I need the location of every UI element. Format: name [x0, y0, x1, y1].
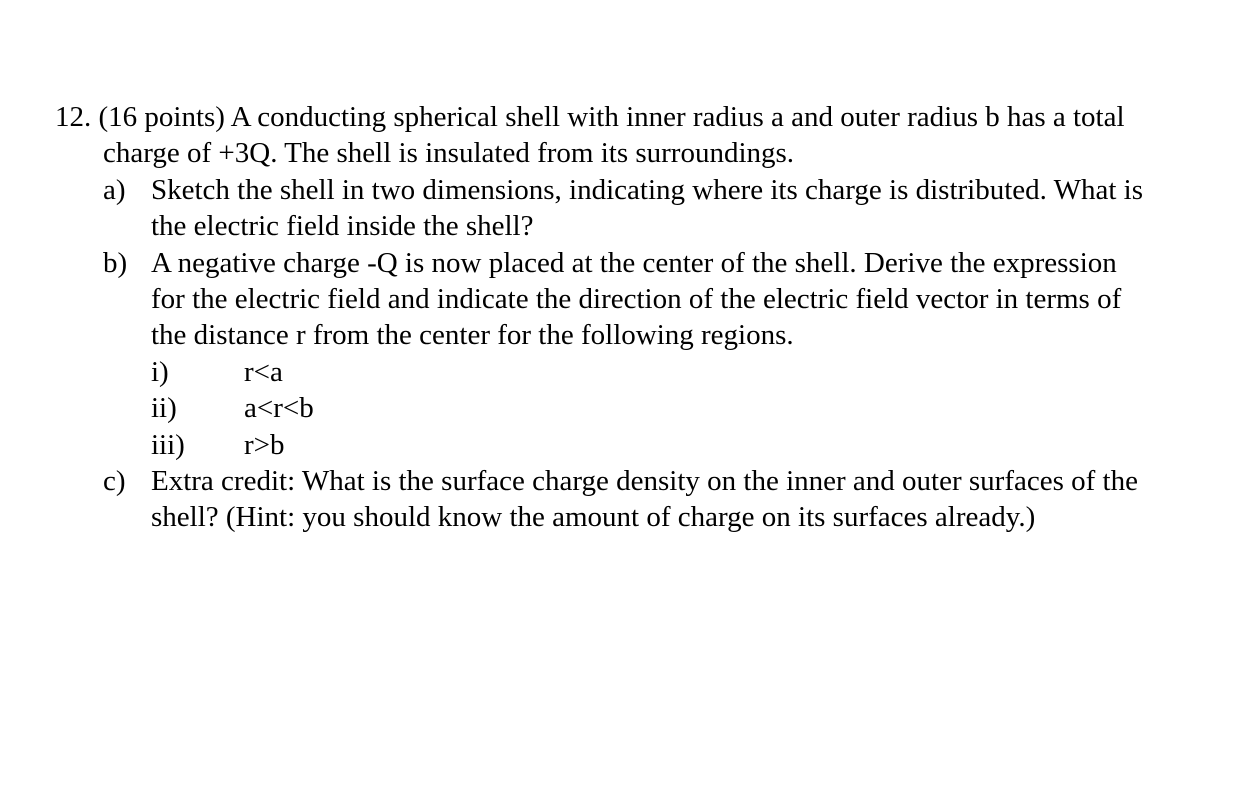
part-b-line-1: A negative charge -Q is now placed at the center of the shell. Derive the expression — [151, 246, 1117, 279]
part-c-line-1: Extra credit: What is the surface charge density on the inner and outer surfaces of the — [151, 465, 1138, 498]
part-a — [55, 172, 1240, 245]
part-a-line-2: the electric field inside the shell? — [151, 210, 534, 243]
subpart-iii-text: r>b — [244, 428, 285, 461]
problem-number: 12. — [55, 101, 92, 133]
part-a-label: a) — [103, 173, 126, 206]
part-c-label: c) — [103, 465, 126, 498]
part-a-line-1: Sketch the shell in two dimensions, indicating where its charge is distributed. What is — [151, 173, 1144, 206]
subpart-iii-label: iii) — [151, 428, 185, 461]
problem-stem-text-1: (16 points) A conducting spherical shell with inner radius a and outer radius b has a total — [98, 101, 1125, 133]
subpart-ii-label: ii) — [151, 392, 177, 425]
part-b-label: b) — [103, 246, 128, 279]
part-c — [55, 463, 1240, 536]
subpart-ii — [55, 390, 1240, 426]
subpart-i-label: i) — [151, 355, 169, 388]
part-b — [55, 245, 1240, 354]
subpart-ii-text: a<r<b — [244, 392, 314, 425]
subpart-i-text: r<a — [244, 355, 283, 388]
subpart-iii — [55, 427, 1240, 463]
problem-stem-line-2: charge of +3Q. The shell is insulated from its surroundings. — [103, 137, 795, 170]
part-c-line-2: shell? (Hint: you should know the amount of charge on its surfaces already.) — [151, 501, 1036, 534]
problem-stem-line-1 — [55, 99, 1240, 135]
part-b-line-2: for the electric field and indicate the direction of the electric field vector in terms of — [151, 283, 1122, 316]
subpart-i — [55, 354, 1240, 390]
problem-12 — [55, 99, 1240, 536]
part-b-line-3: the distance r from the center for the following regions. — [151, 319, 794, 352]
